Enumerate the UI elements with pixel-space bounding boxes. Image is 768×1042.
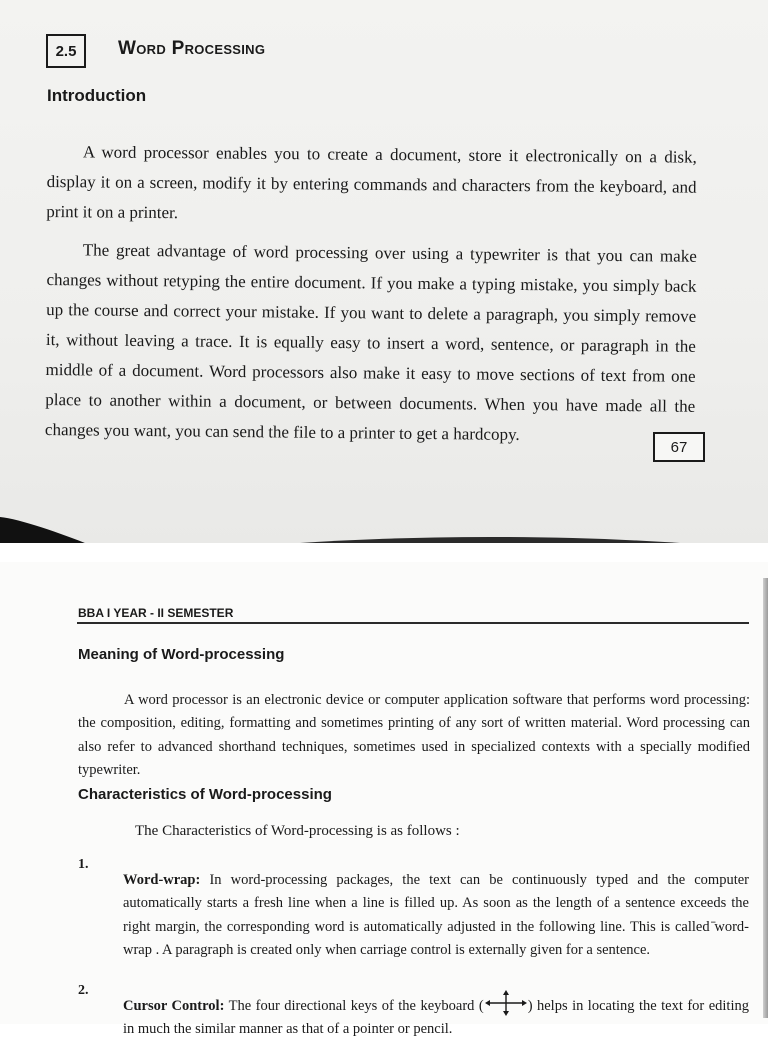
list-item-number: 2. [78,983,89,998]
page-number: 67 [670,438,688,456]
list-item-text-before: The four directional keys of the keyboard ( [228,997,484,1014]
list-item-text: In word-processing packages, the text can be continuously typed and the computer automatically starts a fresh line when a line is filled up. As soon as the length of a sentence exceeds the right margin, the corresponding word is automatically adjusted in the following line. This is called ̄word-wrap . A paragraph is created only when carriage control is externally given for a sentence. [123,871,749,958]
characteristics-intro: The Characteristics of Word-processing is as follows : [135,823,460,839]
page-curl-shadow [0,505,768,545]
list-item-term: Cursor Control: [123,997,225,1014]
list-item-number: 1. [78,857,89,872]
intro-paragraph-2: The great advantage of word processing over using a typewriter is that you can make changes without retyping the entire document. If you make a typing mistake, you simply back up the course and correct your mistake. If you want to delete a paragraph, you simply remove it, without leaving a trace. It is equally easy to insert a word, sentence, or paragraph in the middle of a document. Word processors also make it easy to move sections of text from one place to another within a document, or between documents. When you have made all the changes you want, you can send the file to a printer to get a hardcopy. [44,240,697,444]
intro-paragraph-1: A word processor enables you to create a document, store it electronically on a disk, display it on a screen, modify it by entering commands and characters from the keyboard, and print it on a printer. [46,142,697,223]
section-number-box [46,34,86,68]
meaning-paragraph: A word processor is an electronic device or computer application software that performs word processing: the composition, editing, formatting and sometimes printing of any sort of written material. Word processing can also refer to advanced shorthand techniques, sometimes used in specialized contexts with a specially modified typewriter. [78,691,750,778]
running-head: BBA I YEAR - II SEMESTER [78,606,234,620]
list-item-term: Word-wrap: [123,871,201,888]
list-item-word-wrap [123,869,749,963]
list-item-cursor-control [123,995,749,1042]
section-title: Word Processing [118,38,266,59]
section-number: 2.5 [55,42,77,60]
page-number-box [653,432,705,462]
list-item-text-after: ) helps in locating the text for editing in much the similar manner as that of a pointer or pencil. [123,997,749,1037]
header-rule [77,622,749,624]
page-edge-shadow [763,578,768,1018]
meaning-heading: Meaning of Word-processing [78,646,285,663]
characteristics-heading: Characteristics of Word-processing [78,786,332,803]
introduction-heading: Introduction [47,86,147,105]
lower-page [0,562,768,1037]
four-arrow-cursor-icon [484,990,528,1016]
